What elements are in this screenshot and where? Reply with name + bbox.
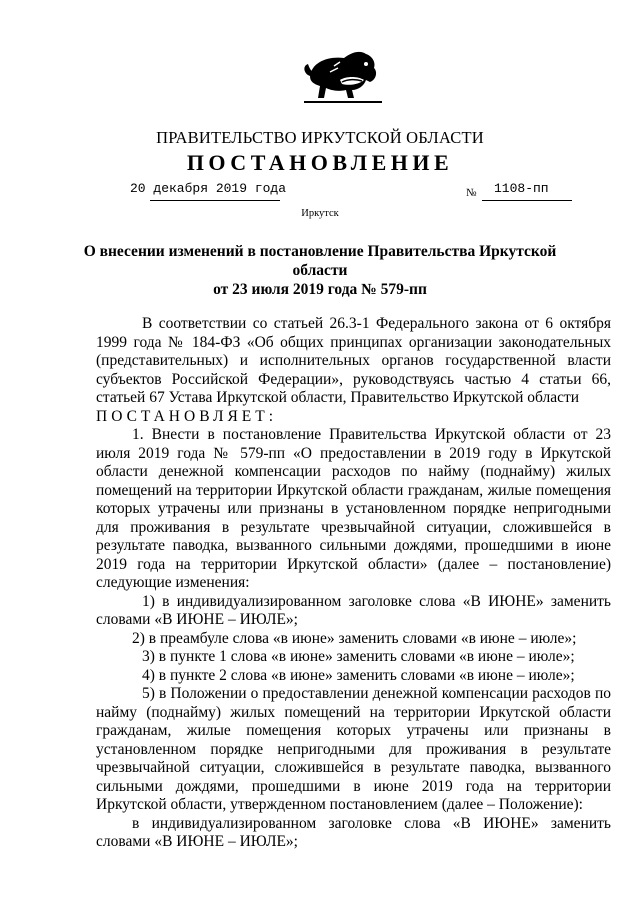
subitem-1: 1) в индивидуализированном заголовке слова «В ИЮНЕ» заменить словами «В ИЮНЕ – ИЮЛЕ»; (96, 592, 611, 628)
city-name: Иркутск (301, 208, 339, 219)
document-title (60, 242, 580, 299)
item-1-paragraph: 1. Внести в постановление Правительства Иркутской области от 23 июля 2019 года № 579-пп «О предоставлении в 2019 году в Иркутской области денежной компенсации расходов по найму (поднайму) жилых помещений на территории Иркутской области гражданам, жилые помещения которых утрачены или признаны в установленном порядке непригодными для проживания в результате чрезвычайной ситуации, сложившейся в результате паводка, вызванного сильными дождями, прошедшими в июне 2019 года на территории Иркутской области» (далее – постановление) следующие изменения: (96, 426, 611, 591)
subitem-4: 4) в пункте 2 слова «в июне» заменить словами «в июне – июле»; (142, 666, 575, 684)
subitem-2: 2) в преамбуле слова «в июне» заменить словами «в июне – июле»; (132, 629, 577, 647)
resolves-heading: ПОСТАНОВЛЯЕТ: (96, 407, 278, 425)
irkutsk-coat-of-arms-emblem (300, 36, 386, 108)
number-sign: № (466, 187, 477, 199)
title-line-2: от 23 июля 2019 года № 579-пп (213, 281, 427, 298)
preamble-paragraph: В соответствии со статьей 26.3-1 Федерального закона от 6 октября 1999 года № 184-ФЗ «Об общих принципах организации законодательных (представительных) и исполнительных органов государственной власти субъектов Российской Федерации», руководствуясь частью 4 статьи 66, статьей 67 Устава Иркутской области, Правительство Иркутской области (96, 315, 611, 406)
subitem-5: 5) в Положении о предоставлении денежной компенсации расходов по найму (поднайму) жилых помещений на территории Иркутской области гражданам, жилые помещения которых утрачены или признаны в установленном порядке непригодными для проживания в результате чрезвычайной ситуации, сложившейся в результате паводка, вызванного сильными дождями, прошедшими в июне 2019 года на территории Иркутской области, утвержденном постановлением (далее – Положение): (96, 685, 611, 813)
title-line-1: О внесении изменений в постановление Правительства Иркутской области (83, 243, 557, 279)
decree-date: 20 декабря 2019 года (130, 181, 287, 196)
government-name: ПРАВИТЕЛЬСТВО ИРКУТСКОЙ ОБЛАСТИ (156, 128, 484, 147)
decree-number: 1108-пп (494, 181, 549, 196)
document-body (96, 315, 611, 852)
subitem-3: 3) в пункте 1 слова «в июне» заменить словами «в июне – июле»; (142, 648, 575, 665)
number-underline (482, 200, 572, 201)
document-type: ПОСТАНОВЛЕНИЕ (186, 150, 454, 175)
date-underline (150, 200, 280, 201)
subitem-5a: в индивидуализированном заголовке слова «В ИЮНЕ» заменить словами «В ИЮНЕ – ИЮЛЕ»; (96, 814, 611, 850)
